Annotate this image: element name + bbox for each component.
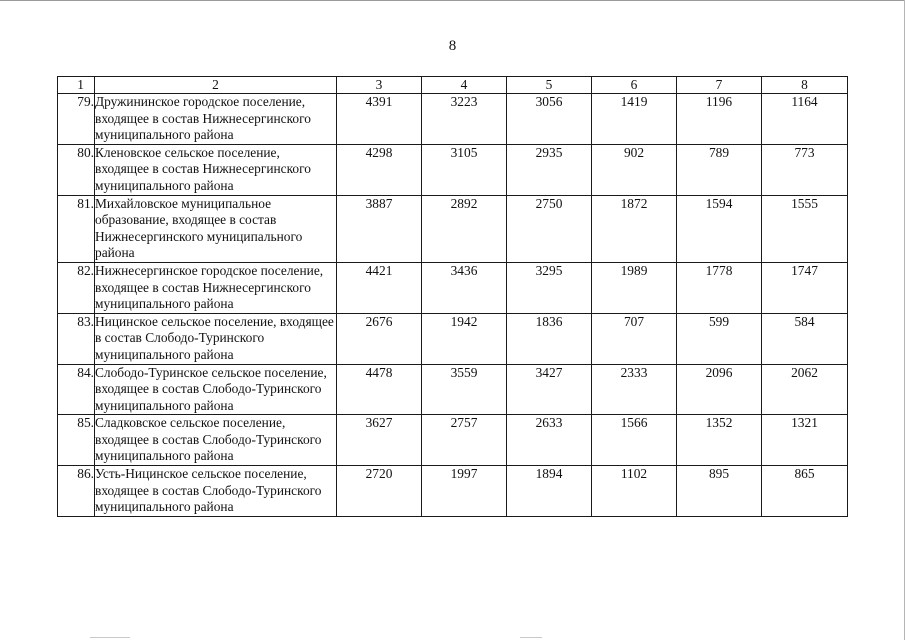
value-cell: 584	[762, 313, 848, 364]
municipality-name: Слободо-Туринское сельское поселение, входящее в состав Слободо-Туринского муниципального района	[95, 364, 337, 415]
header-cell: 4	[422, 77, 507, 94]
row-number: 83.	[58, 313, 95, 364]
value-cell: 1196	[677, 94, 762, 145]
table-row	[58, 466, 848, 517]
table-row	[58, 313, 848, 364]
municipality-name: Дружининское городское поселение, входящее в состав Нижнесергинского муниципального района	[95, 94, 337, 145]
municipality-name: Усть-Ницинское сельское поселение, входящее в состав Слободо-Туринского муниципального района	[95, 466, 337, 517]
value-cell: 599	[677, 313, 762, 364]
header-cell: 2	[95, 77, 337, 94]
row-number: 86.	[58, 466, 95, 517]
row-number: 82.	[58, 262, 95, 313]
value-cell: 4298	[337, 144, 422, 195]
value-cell: 1872	[592, 195, 677, 262]
value-cell: 4478	[337, 364, 422, 415]
value-cell: 2062	[762, 364, 848, 415]
header-row	[58, 77, 848, 94]
header-cell: 3	[337, 77, 422, 94]
table-row	[58, 262, 848, 313]
value-cell: 1747	[762, 262, 848, 313]
value-cell: 707	[592, 313, 677, 364]
value-cell: 2333	[592, 364, 677, 415]
value-cell: 1942	[422, 313, 507, 364]
value-cell: 1566	[592, 415, 677, 466]
value-cell: 2096	[677, 364, 762, 415]
table-row	[58, 364, 848, 415]
scan-artifact-line	[90, 637, 130, 638]
header-cell: 6	[592, 77, 677, 94]
value-cell: 902	[592, 144, 677, 195]
value-cell: 3223	[422, 94, 507, 145]
row-number: 85.	[58, 415, 95, 466]
value-cell: 3427	[507, 364, 592, 415]
municipality-name: Кленовское сельское поселение, входящее в состав Нижнесергинского муниципального района	[95, 144, 337, 195]
data-table	[57, 76, 848, 517]
value-cell: 3559	[422, 364, 507, 415]
value-cell: 2750	[507, 195, 592, 262]
value-cell: 3105	[422, 144, 507, 195]
value-cell: 2892	[422, 195, 507, 262]
value-cell: 1836	[507, 313, 592, 364]
municipality-name: Нижнесергинское городское поселение, входящее в состав Нижнесергинского муниципального района	[95, 262, 337, 313]
value-cell: 4421	[337, 262, 422, 313]
table-row	[58, 144, 848, 195]
value-cell: 2720	[337, 466, 422, 517]
value-cell: 2633	[507, 415, 592, 466]
value-cell: 1997	[422, 466, 507, 517]
row-number: 84.	[58, 364, 95, 415]
value-cell: 2676	[337, 313, 422, 364]
page-number: 8	[448, 38, 457, 54]
value-cell: 3887	[337, 195, 422, 262]
value-cell: 1894	[507, 466, 592, 517]
municipality-name: Михайловское муниципальное образование, входящее в состав Нижнесергинского муниципального района	[95, 195, 337, 262]
value-cell: 3436	[422, 262, 507, 313]
value-cell: 1352	[677, 415, 762, 466]
value-cell: 2935	[507, 144, 592, 195]
value-cell: 789	[677, 144, 762, 195]
value-cell: 4391	[337, 94, 422, 145]
value-cell: 1555	[762, 195, 848, 262]
value-cell: 773	[762, 144, 848, 195]
row-number: 81.	[58, 195, 95, 262]
value-cell: 3056	[507, 94, 592, 145]
value-cell: 895	[677, 466, 762, 517]
value-cell: 1989	[592, 262, 677, 313]
value-cell: 1164	[762, 94, 848, 145]
header-cell: 1	[58, 77, 95, 94]
page-edge-top	[0, 0, 905, 1]
table-row	[58, 195, 848, 262]
value-cell: 1321	[762, 415, 848, 466]
municipality-name: Сладковское сельское поселение, входящее в состав Слободо-Туринского муниципального района	[95, 415, 337, 466]
header-cell: 5	[507, 77, 592, 94]
value-cell: 2757	[422, 415, 507, 466]
value-cell: 865	[762, 466, 848, 517]
scan-artifact-line	[520, 637, 542, 638]
value-cell: 1778	[677, 262, 762, 313]
value-cell: 1102	[592, 466, 677, 517]
value-cell: 3295	[507, 262, 592, 313]
table-row	[58, 94, 848, 145]
municipality-name: Ницинское сельское поселение, входящее в состав Слободо-Туринского муниципального района	[95, 313, 337, 364]
row-number: 80.	[58, 144, 95, 195]
value-cell: 1594	[677, 195, 762, 262]
value-cell: 1419	[592, 94, 677, 145]
value-cell: 3627	[337, 415, 422, 466]
row-number: 79.	[58, 94, 95, 145]
header-cell: 8	[762, 77, 848, 94]
header-cell: 7	[677, 77, 762, 94]
table-row	[58, 415, 848, 466]
